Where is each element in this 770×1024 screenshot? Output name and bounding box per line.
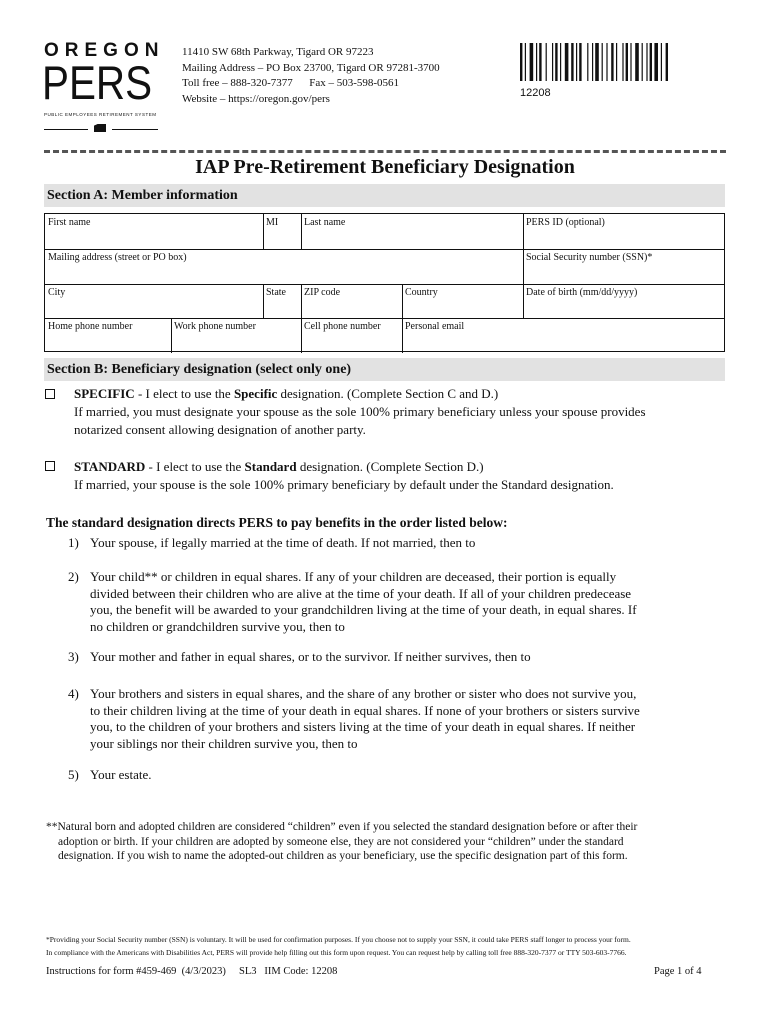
email-field[interactable]: Personal email	[405, 321, 465, 332]
logo-oregon: OREGON	[44, 40, 165, 61]
city-field[interactable]: City	[48, 287, 66, 298]
fine-print: *Providing your Social Security number (SSN) is voluntary. It will be used for confirmation purposes. If you choose not to supply your SSN, it could take PERS staff longer to process your form. In compliance with the Americans with Disabilities Act, PERS will provide help filling out this form upon request. You can request help by calling toll free 888-320-7377 or TTY 503-603-7766.	[46, 935, 631, 957]
mailing-address-field[interactable]: Mailing address (street or PO box)	[48, 252, 187, 263]
section-b-heading: Section B: Beneficiary designation (select only one)	[44, 358, 725, 381]
last-name-field[interactable]: Last name	[304, 217, 346, 228]
standard-checkbox[interactable]	[45, 461, 55, 471]
logo-subtitle: PUBLIC EMPLOYEES RETIREMENT SYSTEM	[44, 112, 157, 117]
footer-form-info: Instructions for form #459-469 (4/3/2023) SL3 IIM Code: 12208	[46, 966, 338, 977]
page-number: Page 1 of 4	[654, 966, 702, 977]
order-heading: The standard designation directs PERS to pay benefits in the order listed below:	[46, 515, 508, 530]
specific-option: SPECIFIC - I elect to use the Specific designation. (Complete Section C and D.) If married, you must designate your spouse as the sole 100% primary beneficiary unless your spouse provides notarized consent allowing designation of another party.	[74, 386, 646, 437]
form-title: IAP Pre-Retirement Beneficiary Designation	[195, 156, 575, 178]
barcode	[520, 43, 720, 81]
section-a-heading: Section A: Member information	[44, 184, 725, 207]
list-item: 2) Your child** or children in equal shares. If any of your children are deceased, their portion is equally divided between their children who are alive at the time of your death. If all of your children predecease you, the benefit will be awarded to your grandchildren living at the time of your death, in equal shares. If no children or grandchildren survive you, then to	[68, 569, 637, 634]
logo-divider	[44, 129, 88, 130]
barcode-number: 12208	[520, 87, 551, 99]
logo-pers: PERS	[42, 56, 153, 109]
zip-field[interactable]: ZIP code	[304, 287, 341, 298]
contact-address: 11410 SW 68th Parkway, Tigard OR 97223 Mailing Address – PO Box 23700, Tigard OR 97281-3700 Toll free – 888-320-7377 Fax – 503-598-0561 Website – https://oregon.gov/pers	[182, 46, 440, 105]
first-name-field[interactable]: First name	[48, 217, 91, 228]
dob-field[interactable]: Date of birth (mm/dd/yyyy)	[526, 287, 638, 298]
mi-field[interactable]: MI	[266, 217, 279, 228]
pers-id-field[interactable]: PERS ID (optional)	[526, 217, 605, 228]
specific-checkbox[interactable]	[45, 389, 55, 399]
cell-phone-field[interactable]: Cell phone number	[304, 321, 381, 332]
logo-divider	[112, 129, 158, 130]
list-item: 3) Your mother and father in equal shares, or to the survivor. If neither survives, then to	[68, 649, 531, 664]
country-field[interactable]: Country	[405, 287, 438, 298]
list-item: 5) Your estate.	[68, 767, 152, 782]
oregon-state-icon	[94, 124, 106, 132]
list-item: 1) Your spouse, if legally married at the time of death. If not married, then to	[68, 535, 476, 550]
member-info-grid	[44, 213, 725, 352]
ssn-field[interactable]: Social Security number (SSN)*	[526, 252, 653, 263]
children-note: **Natural born and adopted children are considered “children” even if you selected the standard designation before or after their adoption or birth. If your children are adopted by someone else, they are not considered your “children” under the standard designation. If you wish to name the adopted-out children as your beneficiary, use the specific designation part of this form.	[46, 821, 638, 862]
standard-option: STANDARD - I elect to use the Standard designation. (Complete Section D.) If married, your spouse is the sole 100% primary beneficiary by default under the Standard designation.	[74, 459, 614, 492]
work-phone-field[interactable]: Work phone number	[174, 321, 256, 332]
list-item: 4) Your brothers and sisters in equal shares, and the share of any brother or sister who does not survive you, to their children living at the time of your death in equal shares. If none of your brothers or sisters survive you, to the children of your brothers and sisters living at the time of your death in equal shares. If neither your siblings nor their children survive you, then to	[68, 686, 640, 751]
home-phone-field[interactable]: Home phone number	[48, 321, 133, 332]
state-field[interactable]: State	[266, 287, 286, 298]
